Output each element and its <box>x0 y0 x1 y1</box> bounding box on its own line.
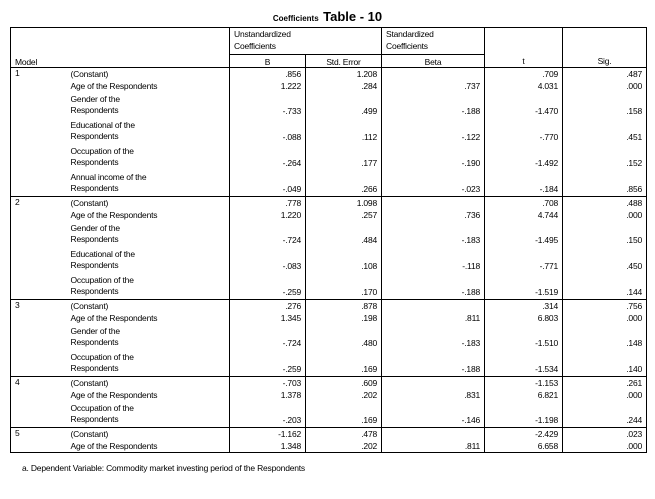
predictor-name <box>67 92 230 118</box>
predictor-name <box>67 350 230 377</box>
cell-std-error: 1.208 <box>306 68 382 81</box>
cell-sig: .000 <box>563 389 647 401</box>
cell-beta: -.122 <box>382 118 485 144</box>
cell-sig: .000 <box>563 440 647 453</box>
table-row <box>11 92 647 118</box>
cell-beta: .811 <box>382 312 485 324</box>
table-row <box>11 312 647 324</box>
predictor-line: Age of the Respondents <box>70 440 158 451</box>
cell-beta: -.188 <box>382 273 485 300</box>
cell-beta <box>382 428 485 441</box>
cell-sig: .144 <box>563 273 647 300</box>
predictor-name <box>67 247 230 273</box>
cell-std-error: .499 <box>306 92 382 118</box>
header-unstandardized-line2: Coefficients <box>234 41 276 51</box>
cell-b: -.259 <box>230 350 306 377</box>
predictor-line: Age of the Respondents <box>70 312 158 323</box>
cell-b: -.703 <box>230 377 306 390</box>
predictor-name <box>67 273 230 300</box>
cell-t: -.770 <box>485 118 563 144</box>
cell-t: 6.821 <box>485 389 563 401</box>
table-row <box>11 401 647 428</box>
table-row <box>11 68 647 81</box>
cell-sig: .856 <box>563 170 647 197</box>
cell-b: -.724 <box>230 324 306 350</box>
cell-sig: .152 <box>563 144 647 170</box>
cell-std-error: .108 <box>306 247 382 273</box>
cell-b: -.203 <box>230 401 306 428</box>
header-standardized-line2: Coefficients <box>386 41 428 51</box>
cell-b: -.264 <box>230 144 306 170</box>
cell-b: 1.378 <box>230 389 306 401</box>
cell-std-error: .202 <box>306 440 382 453</box>
cell-beta: -.190 <box>382 144 485 170</box>
header-model: Model <box>11 55 230 68</box>
cell-beta: -.183 <box>382 221 485 247</box>
cell-t: .708 <box>485 197 563 210</box>
predictor-name <box>67 118 230 144</box>
cell-beta: .811 <box>382 440 485 453</box>
cell-beta <box>382 197 485 210</box>
cell-std-error: .480 <box>306 324 382 350</box>
predictor-line: Age of the Respondents <box>70 80 158 91</box>
model-number: 3 <box>11 300 67 377</box>
cell-std-error: .198 <box>306 312 382 324</box>
cell-sig: .450 <box>563 247 647 273</box>
cell-beta: -.183 <box>382 324 485 350</box>
predictor-line: Respondents <box>70 234 119 244</box>
predictor-line: Gender of the <box>70 94 120 104</box>
cell-t: -1.510 <box>485 324 563 350</box>
cell-sig: .000 <box>563 209 647 221</box>
cell-sig: .488 <box>563 197 647 210</box>
predictor-line: Respondents <box>70 131 119 141</box>
predictor-name <box>67 68 230 81</box>
table-row <box>11 170 647 197</box>
cell-std-error: .170 <box>306 273 382 300</box>
cell-std-error: .112 <box>306 118 382 144</box>
predictor-name <box>67 209 230 221</box>
cell-b: -.259 <box>230 273 306 300</box>
predictor-line: Respondents <box>70 337 119 347</box>
cell-std-error: .177 <box>306 144 382 170</box>
cell-std-error: .169 <box>306 350 382 377</box>
cell-t: .709 <box>485 68 563 81</box>
cell-t: 4.031 <box>485 80 563 92</box>
header-blank <box>11 28 230 55</box>
predictor-line: (Constant) <box>70 377 109 388</box>
header-b: B <box>230 55 306 68</box>
table-row <box>11 273 647 300</box>
cell-beta: .736 <box>382 209 485 221</box>
cell-b: -.733 <box>230 92 306 118</box>
cell-sig: .150 <box>563 221 647 247</box>
cell-beta: .831 <box>382 389 485 401</box>
cell-sig: .451 <box>563 118 647 144</box>
table-row <box>11 197 647 210</box>
predictor-line: Respondents <box>70 260 119 270</box>
cell-sig: .756 <box>563 300 647 313</box>
model-number: 1 <box>11 68 67 197</box>
cell-beta: -.146 <box>382 401 485 428</box>
table-row <box>11 80 647 92</box>
coefficients-table <box>10 27 647 453</box>
predictor-line: Respondents <box>70 286 119 296</box>
cell-t: -2.429 <box>485 428 563 441</box>
header-standardized-line1: Standardized <box>386 29 434 39</box>
cell-beta: -.188 <box>382 92 485 118</box>
predictor-name <box>67 389 230 401</box>
predictor-name <box>67 312 230 324</box>
cell-beta: -.118 <box>382 247 485 273</box>
cell-b: -.724 <box>230 221 306 247</box>
table-row <box>11 324 647 350</box>
predictor-name <box>67 440 230 453</box>
cell-std-error: 1.098 <box>306 197 382 210</box>
table-row <box>11 118 647 144</box>
predictor-line: Age of the Respondents <box>70 389 158 400</box>
header-unstandardized-line1: Unstandardized <box>234 29 291 39</box>
cell-sig: .244 <box>563 401 647 428</box>
predictor-line: Respondents <box>70 157 119 167</box>
cell-b: 1.222 <box>230 80 306 92</box>
predictor-line: Respondents <box>70 363 119 373</box>
table-row <box>11 300 647 313</box>
header-std-error: Std. Error <box>306 55 382 68</box>
predictor-line: Occupation of the <box>70 146 134 156</box>
cell-b: 1.348 <box>230 440 306 453</box>
cell-sig: .000 <box>563 312 647 324</box>
predictor-name <box>67 221 230 247</box>
cell-beta: .737 <box>382 80 485 92</box>
table-row <box>11 221 647 247</box>
cell-std-error: .609 <box>306 377 382 390</box>
cell-sig: .148 <box>563 324 647 350</box>
table-row <box>11 389 647 401</box>
header-sig: Sig. <box>563 28 647 68</box>
cell-t: 4.744 <box>485 209 563 221</box>
cell-t: -1.153 <box>485 377 563 390</box>
cell-t: .314 <box>485 300 563 313</box>
table-row <box>11 377 647 390</box>
cell-beta <box>382 68 485 81</box>
table-row <box>11 428 647 441</box>
predictor-line: (Constant) <box>70 428 109 439</box>
cell-std-error: .478 <box>306 428 382 441</box>
cell-b: -.049 <box>230 170 306 197</box>
cell-beta <box>382 300 485 313</box>
cell-t: -1.198 <box>485 401 563 428</box>
predictor-line: Gender of the <box>70 223 120 233</box>
predictor-line: (Constant) <box>70 197 109 208</box>
predictor-line: Educational of the <box>70 120 135 130</box>
predictor-name <box>67 144 230 170</box>
table-row <box>11 350 647 377</box>
cell-t: -1.495 <box>485 221 563 247</box>
cell-b: 1.345 <box>230 312 306 324</box>
predictor-line: Respondents <box>70 105 119 115</box>
predictor-line: (Constant) <box>70 68 109 79</box>
coefficients-body <box>11 68 647 453</box>
cell-b: 1.220 <box>230 209 306 221</box>
predictor-name <box>67 377 230 390</box>
model-number: 2 <box>11 197 67 300</box>
table-row <box>11 144 647 170</box>
cell-t: -1.470 <box>485 92 563 118</box>
table-row <box>11 247 647 273</box>
predictor-name <box>67 170 230 197</box>
cell-sig: .023 <box>563 428 647 441</box>
model-number: 5 <box>11 428 67 453</box>
table-title-small: Coefficients <box>272 14 319 23</box>
cell-sig: .487 <box>563 68 647 81</box>
cell-t: -.771 <box>485 247 563 273</box>
cell-std-error: .257 <box>306 209 382 221</box>
cell-std-error: .878 <box>306 300 382 313</box>
cell-t: 6.803 <box>485 312 563 324</box>
cell-std-error: .484 <box>306 221 382 247</box>
predictor-line: (Constant) <box>70 300 109 311</box>
predictor-line: Occupation of the <box>70 275 134 285</box>
predictor-line: Occupation of the <box>70 352 134 362</box>
table-title-main: Table - 10 <box>323 9 383 24</box>
header-unstandardized <box>230 28 382 55</box>
cell-std-error: .202 <box>306 389 382 401</box>
predictor-line: Respondents <box>70 183 119 193</box>
cell-std-error: .169 <box>306 401 382 428</box>
predictor-line: Respondents <box>70 414 119 424</box>
header-standardized <box>382 28 485 55</box>
cell-sig: .000 <box>563 80 647 92</box>
table-row <box>11 209 647 221</box>
cell-t: -1.534 <box>485 350 563 377</box>
cell-beta: -.188 <box>382 350 485 377</box>
cell-t: -1.492 <box>485 144 563 170</box>
cell-beta: -.023 <box>382 170 485 197</box>
predictor-name <box>67 428 230 441</box>
cell-sig: .140 <box>563 350 647 377</box>
cell-t: -1.519 <box>485 273 563 300</box>
predictor-line: Educational of the <box>70 249 135 259</box>
header-beta: Beta <box>382 55 485 68</box>
header-t: t <box>485 28 563 68</box>
table-row <box>11 440 647 453</box>
model-number: 4 <box>11 377 67 428</box>
predictor-line: Occupation of the <box>70 403 134 413</box>
footnote: a. Dependent Variable: Commodity market investing period of the Respondents <box>22 463 305 473</box>
cell-b: .778 <box>230 197 306 210</box>
predictor-name <box>67 300 230 313</box>
predictor-name <box>67 80 230 92</box>
cell-t: 6.658 <box>485 440 563 453</box>
cell-beta <box>382 377 485 390</box>
cell-std-error: .266 <box>306 170 382 197</box>
cell-b: -.083 <box>230 247 306 273</box>
predictor-line: Annual income of the <box>70 172 147 182</box>
predictor-line: Age of the Respondents <box>70 209 158 220</box>
cell-std-error: .284 <box>306 80 382 92</box>
predictor-name <box>67 197 230 210</box>
predictor-line: Gender of the <box>70 326 120 336</box>
cell-sig: .158 <box>563 92 647 118</box>
predictor-name <box>67 324 230 350</box>
cell-b: .276 <box>230 300 306 313</box>
cell-b: .856 <box>230 68 306 81</box>
cell-b: -1.162 <box>230 428 306 441</box>
predictor-name <box>67 401 230 428</box>
cell-sig: .261 <box>563 377 647 390</box>
table-title <box>0 8 655 26</box>
cell-b: -.088 <box>230 118 306 144</box>
cell-t: -.184 <box>485 170 563 197</box>
